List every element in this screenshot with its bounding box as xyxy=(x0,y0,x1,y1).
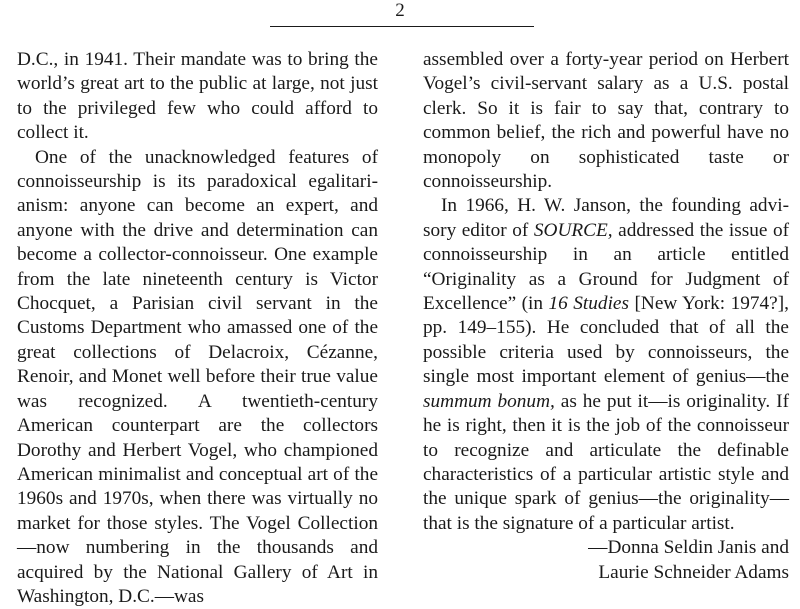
header-rule xyxy=(270,26,534,27)
signature-line-2: Laurie Schneider Adams xyxy=(598,561,789,583)
journal-title: SOURCE, xyxy=(533,219,613,241)
right-paragraph-1: assembled over a forty-year period on Herbert Vogel’s civil-servant salary as a U.S. postal clerk. So it is fair to say that, contrary to common belief, the rich and powerful have no monopoly on sophisticated taste or connoisseurship. xyxy=(423,49,789,193)
right-column xyxy=(423,48,789,585)
left-column xyxy=(17,48,378,609)
paragraph-text: addressed the issue of connoisseurship in an article entitled “Originality as a Ground for Judgment of Excellence” (in xyxy=(423,219,790,315)
page-number: 2 xyxy=(395,0,405,21)
left-paragraph-1: D.C., in 1941. Their mandate was to bring the world’s great art to the public at large, not just to the privileged few who could afford to collect it. xyxy=(17,49,378,144)
paragraph-text: as he put it—is originality. If he is right, then it is the job of the connoisseur to recognize and articulate the definable characteristics of a particular artistic style and the unique spark of genius—the originality—that is the signature of a particular artist. xyxy=(423,390,789,534)
paragraph-text: In 1966, H. W. Janson, the founding advisory editor of xyxy=(423,195,789,241)
book-title: 16 Studies xyxy=(548,293,629,315)
left-paragraph-2: One of the unacknowledged features of connoisseurship is its paradoxical egalitarianism: anyone can become an expert, and anyone with the drive and determination can become a collector-connoisseur. One example from the late nineteenth century is Victor Chocquet, a Parisian civil servant in the Customs Department who amassed one of the great collections of Delacroix, Cézanne, Renoir, and Monet well before their true value was recognized. A twentieth-century American counterpart are the collectors Dorothy and Herbert Vogel, who championed American minimalist and conceptual art of the 1960s and 1970s, when there was virtually no market for those styles. The Vogel Collection—now numbering in the thousands and acquired by the National Gallery of Art in Washington, D.C.—was xyxy=(17,146,378,607)
right-paragraph-2 xyxy=(423,194,789,536)
latin-phrase: summum bonum, xyxy=(423,390,555,412)
signature-line-1: —Donna Seldin Janis and xyxy=(588,537,789,559)
paragraph-text: [New York: 1974?], pp. 149–155). He concluded that of all the possible criteria used by connoisseurs, the single most important element of genius—the xyxy=(423,293,789,388)
